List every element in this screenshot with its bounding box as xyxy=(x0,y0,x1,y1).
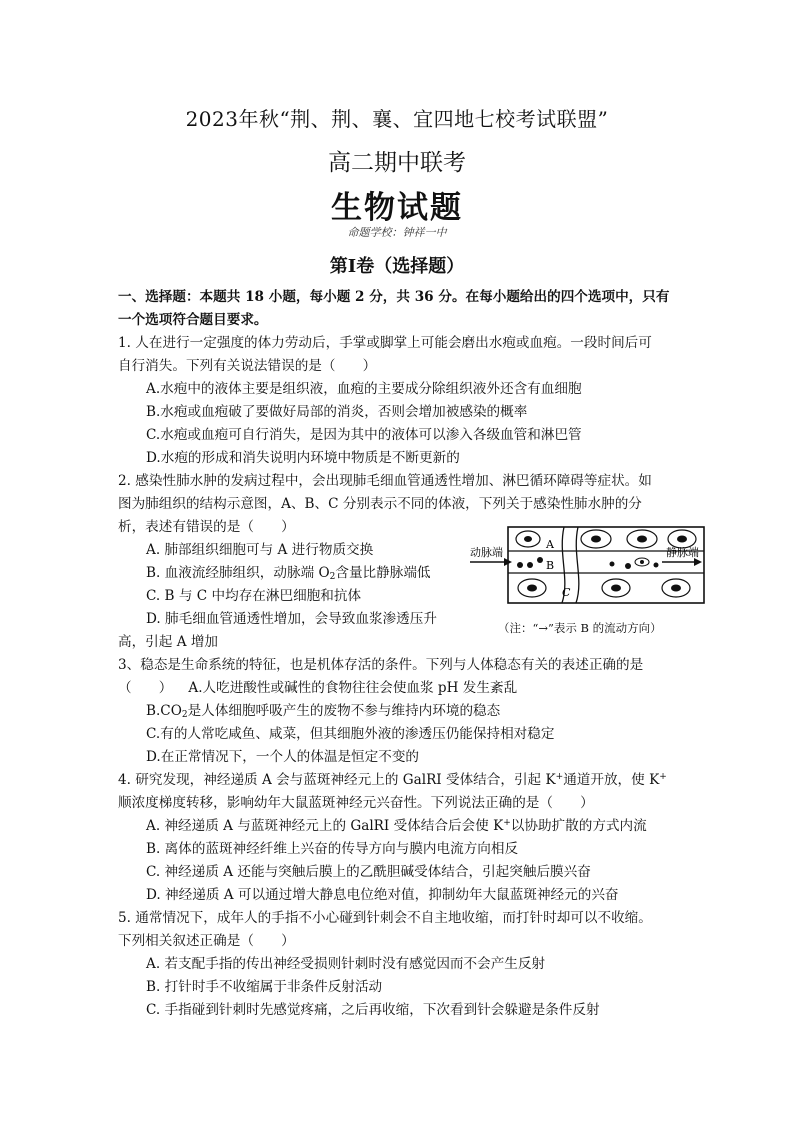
q5-stem-line-2: 下列相关叙述正确是（ ） xyxy=(118,933,295,949)
q4-stem-line-1 xyxy=(118,769,678,792)
q3-option-b-sub: 2 xyxy=(181,710,188,720)
q3-stem-line-2 xyxy=(118,677,678,700)
instructions-line-2: 一个选项符合题目要求。 xyxy=(118,312,268,328)
fluid-a-label: A xyxy=(546,538,554,551)
q2-option-d-line-1: D. 肺毛细血管通透性增加，会导致血浆渗透压升 xyxy=(146,611,437,627)
q2-option-d-line-2: 高，引起 A 增加 xyxy=(118,634,219,650)
q1-option-a: A.水疱中的液体主要是组织液，血疱的主要成分除组织液外还含有血细胞 xyxy=(146,381,582,397)
blood-cell xyxy=(654,563,659,568)
tissue-frame xyxy=(508,527,704,603)
q4-option-d: D. 神经递质 A 可以通过增大静息电位绝对值，抑制幼年大鼠蓝斑神经元的兴奋 xyxy=(146,887,619,903)
q4-stem-sup: + xyxy=(555,772,564,782)
q2-stem-line-1: 2. 感染性肺水肿的发病过程中，会出现肺毛细血管通透性增加、淋巴循环障碍等症状。如 xyxy=(118,473,652,489)
q2-option-b-sub: 2 xyxy=(329,572,336,582)
fluid-c-label: C xyxy=(562,586,571,599)
q3-option-d: D.在正常情况下，一个人的体温是恒定不变的 xyxy=(146,749,420,765)
cell-nucleus xyxy=(591,536,601,543)
q4-option-b: B. 离体的蓝斑神经纤维上兴奋的传导方向与膜内电流方向相反 xyxy=(146,841,519,857)
q3-option-b-post: 是人体细胞呼吸产生的废物不参与维持内环境的稳态 xyxy=(187,703,501,719)
q4-stem-pre: 4. 研究发现，神经递质 A 会与蓝斑神经元上的 GalRI 受体结合，引起 K xyxy=(118,772,556,788)
q5-option-c: C. 手指碰到针刺时先感觉疼痛，之后再收缩，下次看到针会躲避是条件反射 xyxy=(146,1002,600,1018)
instructions-line-1: 一、选择题：本题共 18 小题，每小题 2 分，共 36 分。在每小题给出的四个选项中，只有 xyxy=(118,289,670,305)
arterial-end-label: 动脉端 xyxy=(470,546,503,559)
q1-option-b: B.水疱或血疱破了要做好局部的消炎，否则会增加被感染的概率 xyxy=(146,404,528,420)
q1-stem-line-1: 1. 人在进行一定强度的体力劳动后，手掌或脚掌上可能会磨出水疱或血疱。一段时间后可 xyxy=(118,335,652,351)
q1-option-c: C.水疱或血疱可自行消失，是因为其中的液体可以渗入各级血管和淋巴管 xyxy=(146,427,582,443)
fluid-b-label: B xyxy=(546,559,555,572)
q3-option-a: A.人吃进酸性或碱性的食物往往会使血浆 pH 发生紊乱 xyxy=(188,680,518,696)
diagram-note: （注：“→”表示 B 的流动方向） xyxy=(498,621,662,635)
exam-name-title: 高二期中联考 xyxy=(328,150,466,176)
q1-stem-line-2: 自行消失。下列有关说法错误的是（ ） xyxy=(118,358,377,374)
q4-option-a-pre: A. 神经递质 A 与蓝斑神经元上的 GalRI 受体结合后会使 K xyxy=(146,818,504,834)
blood-cell xyxy=(610,562,615,567)
venous-end-label: 静脉端 xyxy=(666,546,699,559)
q4-option-a-sup: + xyxy=(503,818,511,828)
q3-option-c: C.有的人常吃咸鱼、咸菜，但其细胞外液的渗透压仍能保持相对稳定 xyxy=(146,726,555,742)
q1-option-d: D.水疱的形成和消失说明内环境中物质是不断更新的 xyxy=(146,450,460,466)
q5-stem-line-1: 5. 通常情况下，成年人的手指不小心碰到针刺会不自主地收缩，而打针时却可以不收缩。 xyxy=(118,910,652,926)
lymph-vessel-wall-right xyxy=(576,527,579,603)
q2-option-b-post: 含量比静脉端低 xyxy=(335,565,431,581)
blood-cell xyxy=(625,563,631,569)
cell-nucleus xyxy=(527,585,537,592)
section-title: 第Ⅰ卷（选择题） xyxy=(329,256,465,277)
blood-cell xyxy=(517,562,523,568)
q3-answer-blank: （ ） xyxy=(118,680,173,696)
q2-option-c: C. B 与 C 中均存在淋巴细胞和抗体 xyxy=(146,588,362,604)
q2-option-a: A. 肺部组织细胞可与 A 进行物质交换 xyxy=(146,542,374,558)
q5-option-a: A. 若支配手指的传出神经受损则针刺时没有感觉因而不会产生反射 xyxy=(146,956,546,972)
q3-option-b xyxy=(118,700,706,723)
blood-cell xyxy=(527,562,533,568)
q2-stem-line-3: 析，表述有错误的是（ ） xyxy=(118,519,295,535)
subject-title: 生物试题 xyxy=(331,190,463,226)
cell-nucleus xyxy=(637,536,647,543)
blood-cell xyxy=(537,557,543,563)
cell-nucleus xyxy=(677,536,687,543)
q3-option-b-pre: B.CO xyxy=(146,703,182,719)
q4-option-a-post: 以协助扩散的方式内流 xyxy=(510,818,647,834)
q4-stem-line-2: 顺浓度梯度转移，影响幼年大鼠蓝斑神经元兴奋性。下列说法正确的是（ ） xyxy=(118,795,594,811)
q3-stem-line-1: 3、稳态是生命系统的特征，也是机体存活的条件。下列与人体稳态有关的表述正确的是 xyxy=(118,657,644,673)
school-line: 命题学校：钟祥一中 xyxy=(347,226,447,239)
q4-stem-sup-2: + xyxy=(659,772,667,782)
q4-option-a xyxy=(118,815,706,838)
exam-alliance-title: 2023年秋“荆、荆、襄、宜四地七校考试联盟” xyxy=(185,107,609,131)
cell-nucleus xyxy=(611,585,621,592)
cell-nucleus xyxy=(640,560,644,564)
venous-arrow-head xyxy=(694,558,702,566)
cell-nucleus xyxy=(524,536,532,542)
q2-stem-line-2: 图为肺组织的结构示意图，A、B、C 分别表示不同的体液，下列关于感染性肺水肿的分 xyxy=(118,496,642,512)
q2-option-b-pre: B. 血液流经肺组织，动脉端 O xyxy=(146,565,330,581)
cell-nucleus xyxy=(671,585,681,592)
q4-option-c: C. 神经递质 A 还能与突触后膜上的乙酰胆碱受体结合，引起突触后膜兴奋 xyxy=(146,864,591,880)
q4-stem-mid: 通道开放，使 K xyxy=(563,772,660,788)
q5-option-b: B. 打针时手不收缩属于非条件反射活动 xyxy=(146,979,383,995)
